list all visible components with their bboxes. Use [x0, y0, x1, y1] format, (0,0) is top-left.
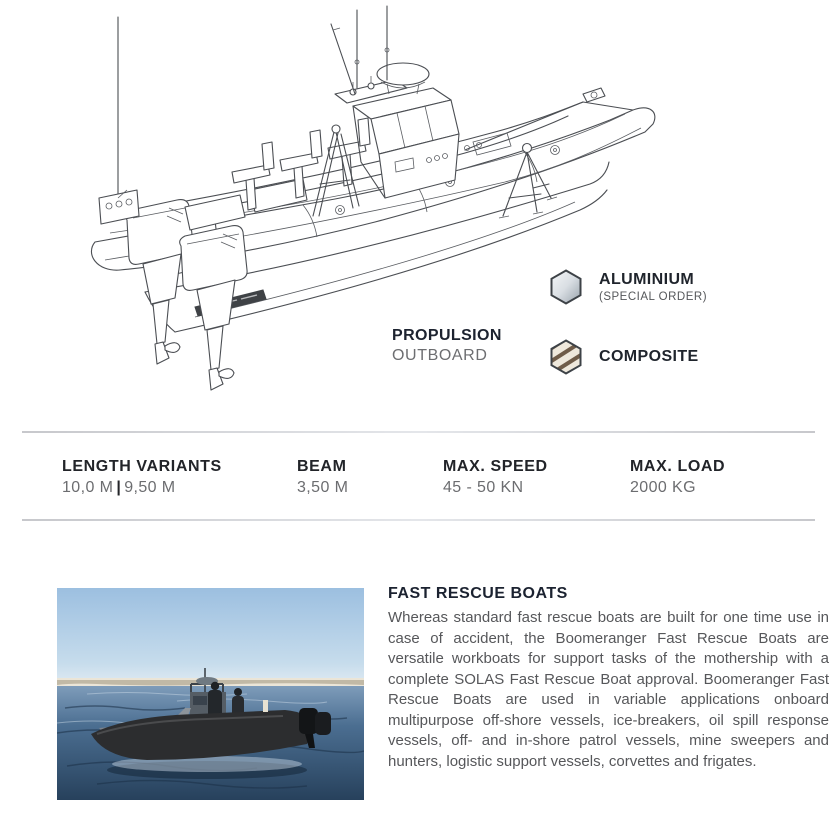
material-composite-label: COMPOSITE — [599, 348, 699, 365]
spec-length-variants — [62, 458, 222, 497]
propulsion-value: OUTBOARD — [392, 347, 488, 364]
spec-label: MAX. LOAD — [630, 458, 726, 475]
divider-bottom — [22, 519, 815, 521]
spec-beam — [297, 458, 348, 497]
propulsion-label: PROPULSION — [392, 327, 502, 344]
material-aluminium-label: ALUMINIUM — [599, 271, 695, 288]
material-aluminium-note: (SPECIAL ORDER) — [599, 291, 708, 303]
article-body: Whereas standard fast rescue boats are built for one time use in case of accident, the Boomeranger Fast Rescue Boats are versatile workboats for support tasks of the mothership with a complete SOLAS Fast Rescue Boat approval. Boomeranger Fast Rescue Boats are used in variable applications onboard multipurpose off-shore vessels, ice-breakers, oil spill response vessels, off- and in-shore patrol vessels, mine sweepers and hunters, logistic support vessels, corvettes and frigates. — [388, 609, 829, 770]
article — [388, 584, 829, 772]
spec-value: 45 - 50 KN — [443, 479, 524, 496]
spec-max-load — [630, 458, 725, 497]
material-aluminium — [550, 269, 707, 305]
outboard-engines — [126, 200, 247, 390]
spec-separator: | — [116, 479, 122, 496]
propulsion-block — [392, 326, 502, 365]
spec-label: MAX. SPEED — [443, 458, 548, 475]
console — [335, 63, 459, 198]
spec-value: 3,50 M — [297, 479, 349, 496]
divider-top — [22, 431, 815, 433]
composite-hexagon-icon — [550, 339, 582, 375]
article-title: FAST RESCUE BOATS — [388, 585, 568, 602]
spec-max-speed — [443, 458, 548, 497]
spec-value: 10,0 M | 9,50 M — [62, 479, 176, 496]
boat-photo — [57, 588, 364, 800]
spec-label: BEAM — [297, 458, 347, 475]
antennas — [99, 6, 389, 224]
material-composite — [550, 339, 699, 375]
spec-value: 2000 KG — [630, 479, 696, 496]
radar-dome — [377, 63, 429, 85]
spec-label: LENGTH VARIANTS — [62, 458, 222, 475]
aluminium-hexagon-icon — [550, 269, 582, 305]
